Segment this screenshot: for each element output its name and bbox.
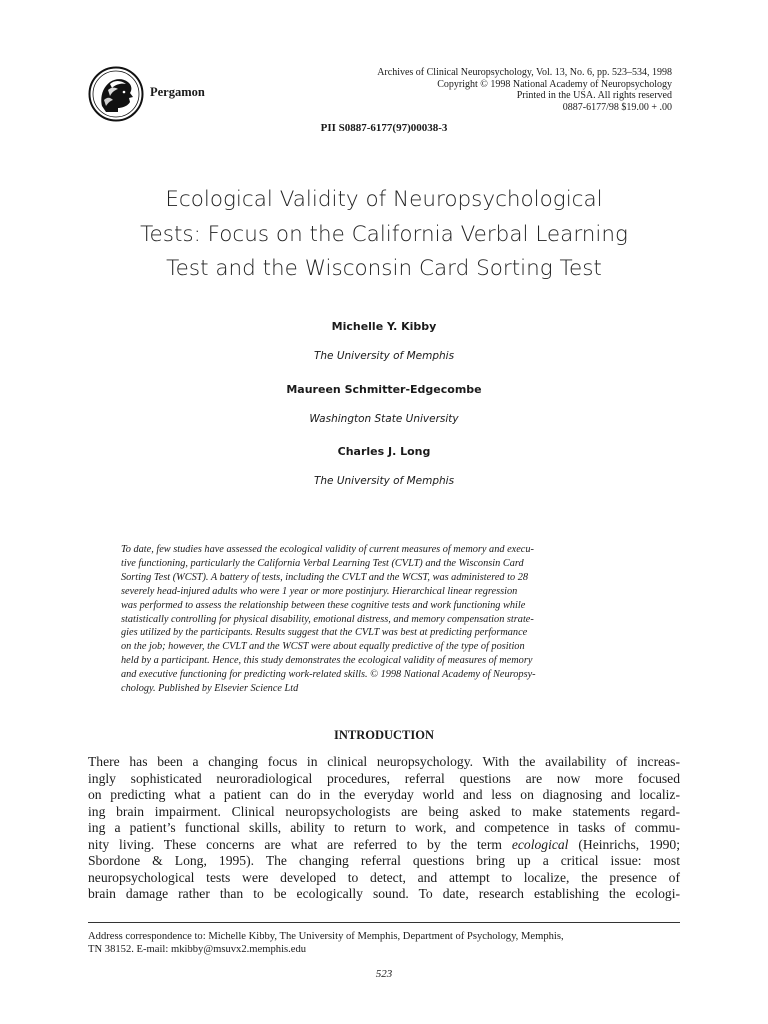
issn-price-line: 0887-6177/98 $19.00 + .00 xyxy=(562,101,672,113)
abstract-line: statistically controlling for physical disability, emotional distress, and memory compensation strate- xyxy=(121,613,534,625)
publisher-name: Pergamon xyxy=(150,85,205,99)
footnote-line: TN 38152. E-mail: mkibby@msuvx2.memphis.edu xyxy=(88,944,307,955)
title-line: Tests: Focus on the California Verbal Learning xyxy=(140,221,628,247)
pergamon-head-logo-icon xyxy=(88,66,144,122)
section-heading-introduction: INTRODUCTION xyxy=(333,728,434,742)
title-line: Test and the Wisconsin Card Sorting Test xyxy=(166,256,602,281)
body-text-span: (Heinrichs, 1990; xyxy=(568,836,680,852)
abstract-line: and executive functioning for predicting work-related skills. © 1998 National Academy of Neuropsy- xyxy=(121,669,536,681)
body-line: neuropsychological tests were developed to detect, and attempt to localize, the presence of xyxy=(88,869,680,885)
abstract-line: chology. Published by Elsevier Science Ltd xyxy=(121,683,299,695)
abstract xyxy=(121,543,651,696)
journal-info xyxy=(377,67,672,113)
title-line: Ecological Validity of Neuropsychological xyxy=(165,187,603,212)
journal-citation: Archives of Clinical Neuropsychology, Vol. 13, No. 6, pp. 523–534, 1998 xyxy=(377,67,672,78)
introduction-body xyxy=(88,754,680,903)
body-line: on predicting what a patient can do in the everyday world and less on diagnosing and localiz- xyxy=(88,787,680,802)
footnote-divider xyxy=(88,922,680,923)
abstract-line: on the job; however, the CVLT and the WCST were about equally predictive of the type of position xyxy=(121,641,525,653)
author-affiliation: The University of Memphis xyxy=(313,475,455,487)
abstract-line: severely head-injured adults who were 1 year or more postinjury. Hierarchical linear regression xyxy=(121,585,518,597)
body-line: Sbordone & Long, 1995). The changing referral questions bring up a critical issue: most xyxy=(88,853,680,868)
author-name: Michelle Y. Kibby xyxy=(331,320,437,333)
abstract-line: Sorting Test (WCST). A battery of tests, including the CVLT and the WCST, was administered to 28 xyxy=(121,571,529,583)
page-number: 523 xyxy=(375,968,393,980)
pii-identifier: PII S0887-6177(97)00038-3 xyxy=(320,122,448,134)
author-affiliation: Washington State University xyxy=(309,413,459,425)
author-name: Maureen Schmitter-Edgecombe xyxy=(286,383,482,396)
footnote-line: Address correspondence to: Michelle Kibby, The University of Memphis, Department of Psychology, Memphis, xyxy=(88,931,564,942)
body-line: ingly sophisticated neuroradiological procedures, referral questions are now more focused xyxy=(88,770,680,786)
abstract-line: held by a participant. Hence, this study demonstrates the ecological validity of measures of memory xyxy=(121,655,533,667)
abstract-line: was performed to assess the relationship between these cognitive tests and work functioning while xyxy=(121,599,526,611)
body-line: ing brain impairment. Clinical neuropsychologists are being asked to make statements regard- xyxy=(88,803,680,819)
body-text-span: nity living. These concerns are what are referred to by the term xyxy=(88,836,512,852)
abstract-line: tive functioning, particularly the California Verbal Learning Test (CVLT) and the Wisconsin Card xyxy=(121,557,524,569)
author-affiliation: The University of Memphis xyxy=(313,350,455,362)
body-line: brain damage rather than to be ecologically sound. To date, research establishing the ecologi- xyxy=(88,886,680,901)
rights-line: Printed in the USA. All rights reserved xyxy=(516,90,672,102)
author-name: Charles J. Long xyxy=(337,445,431,458)
body-line: There has been a changing focus in clinical neuropsychology. With the availability of increas- xyxy=(88,754,680,769)
article-title xyxy=(60,183,708,287)
correspondence-footnote xyxy=(88,930,680,956)
abstract-line: To date, few studies have assessed the ecological validity of current measures of memory and execu- xyxy=(121,544,534,555)
body-line: ing a patient’s functional skills, ability to return to work, and competence in tasks of commu- xyxy=(88,820,680,835)
abstract-line: gies utilized by the participants. Results suggest that the CVLT was best at predicting performance xyxy=(121,627,528,639)
body-line xyxy=(88,837,680,854)
copyright-line: Copyright © 1998 National Academy of Neuropsychology xyxy=(437,78,672,90)
emphasis-term: ecological xyxy=(511,836,569,852)
